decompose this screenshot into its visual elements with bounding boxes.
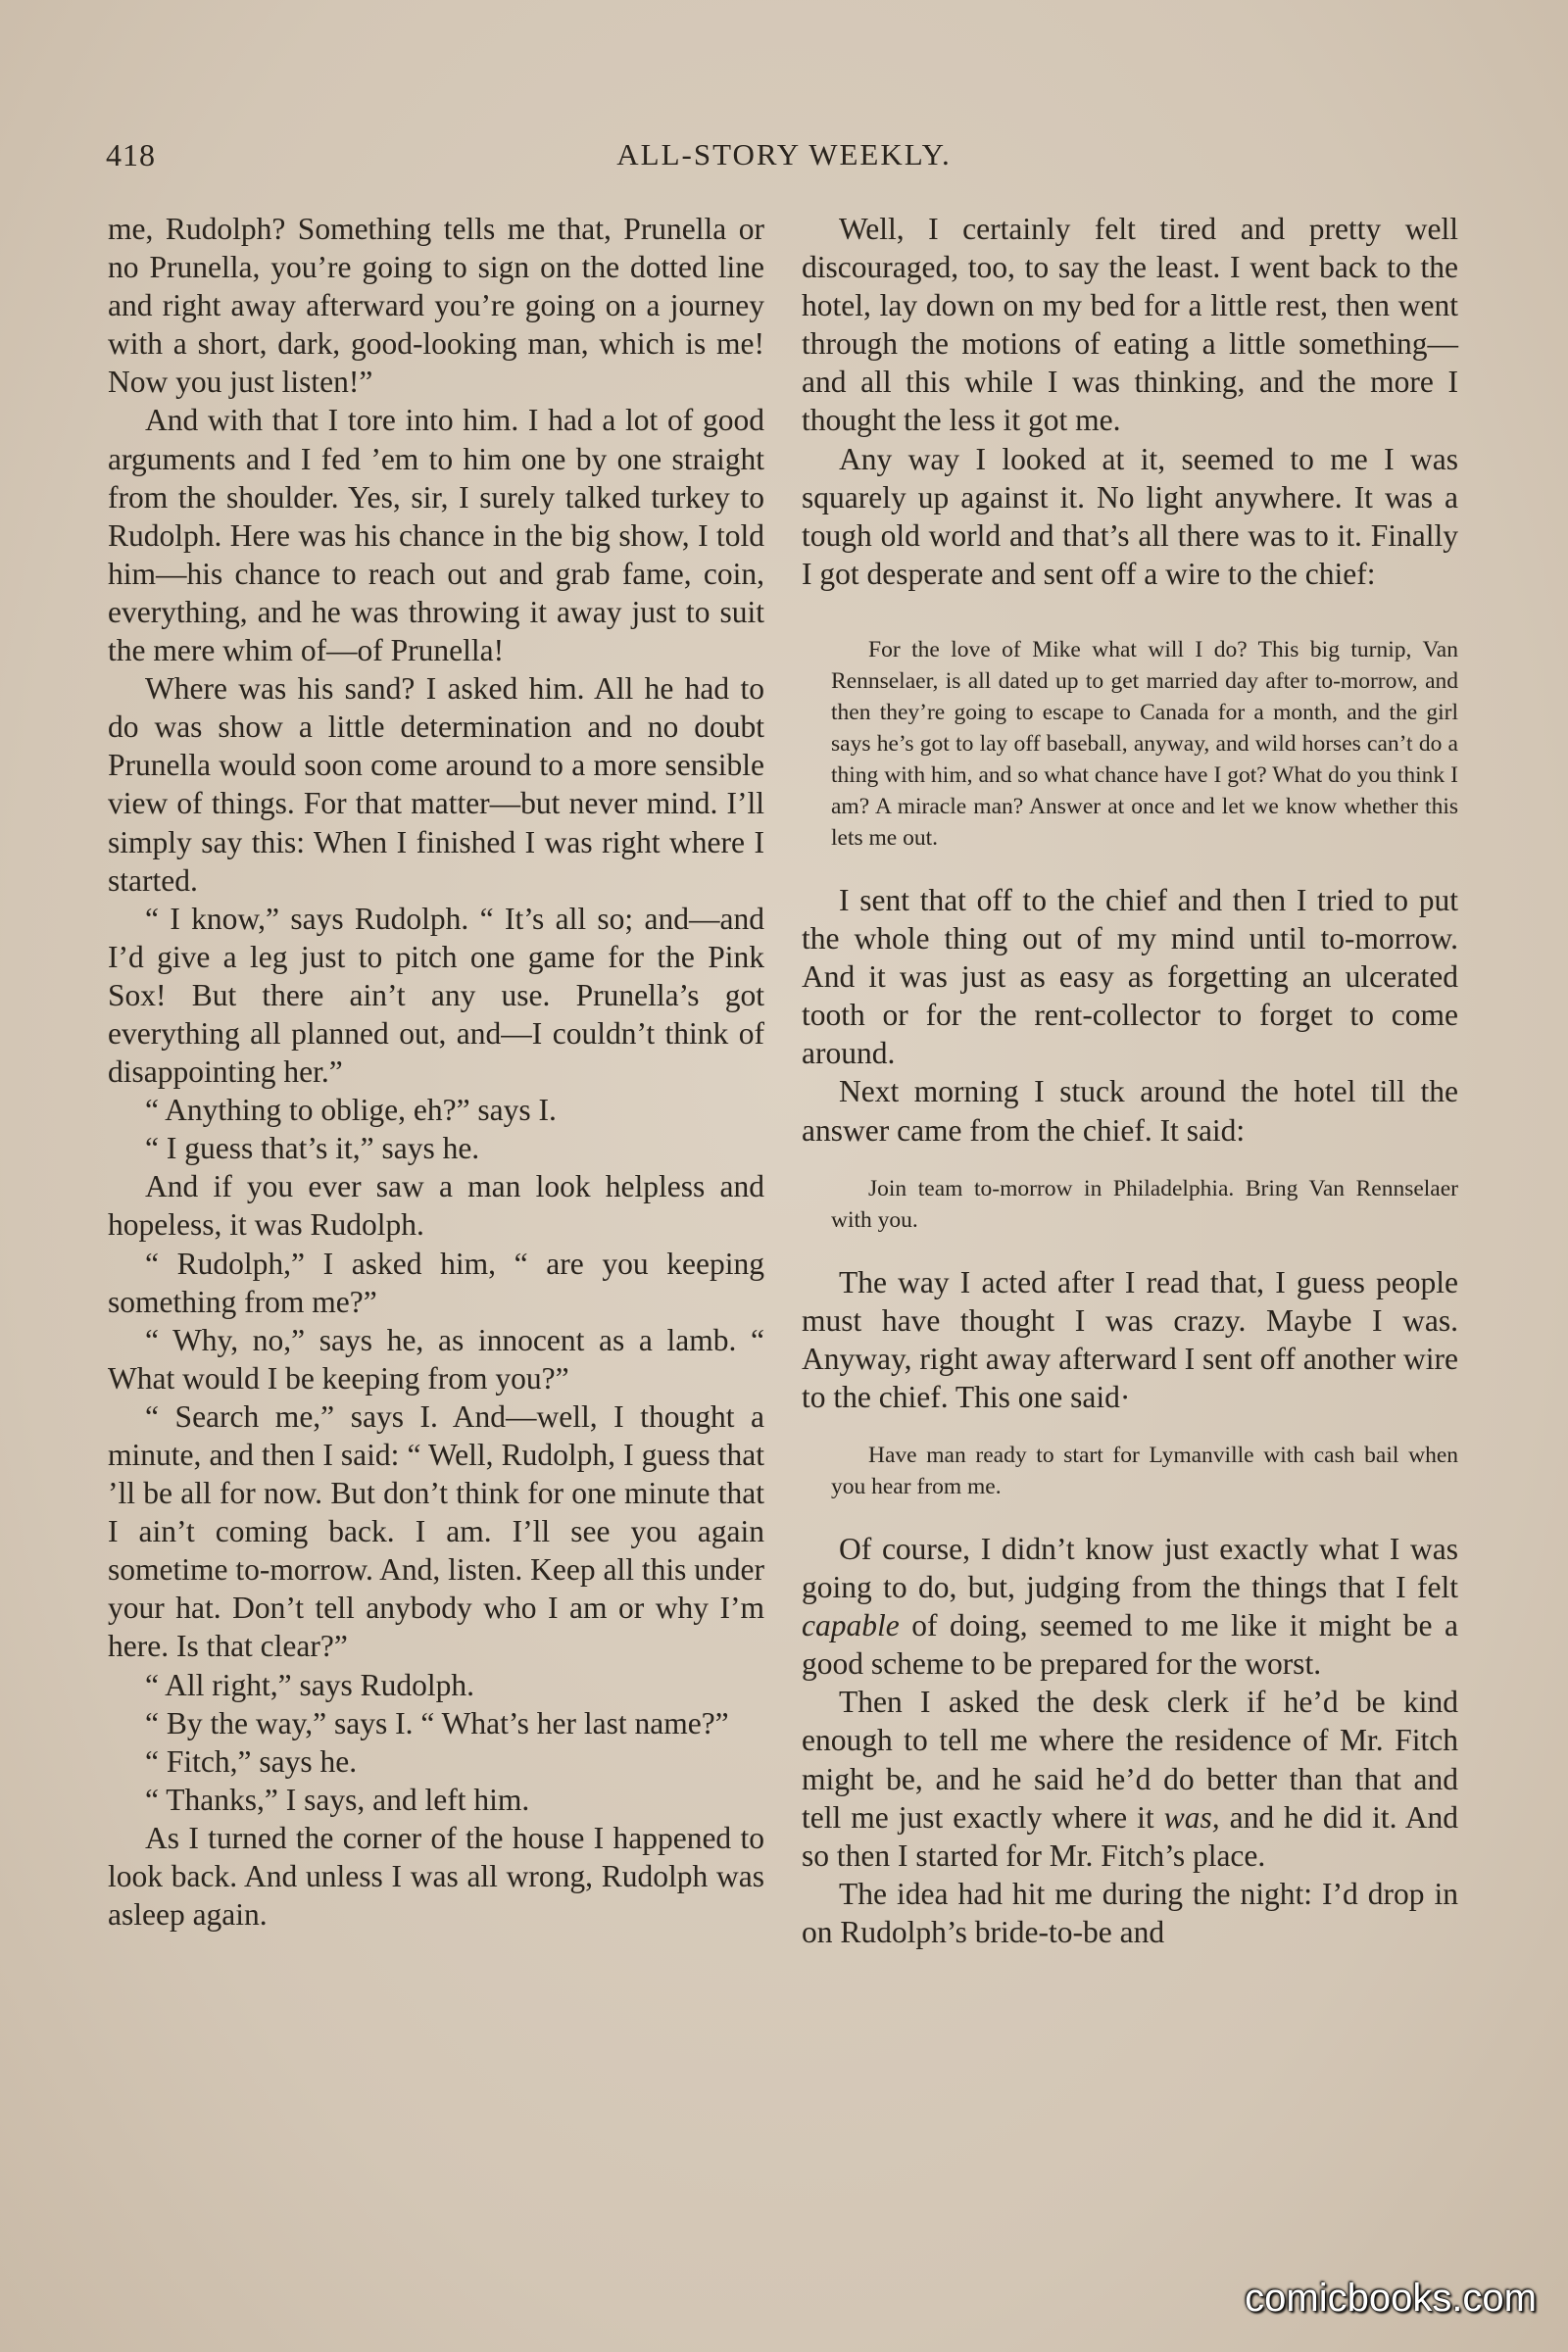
paragraph: “ Anything to oblige, eh?” says I. — [145, 1093, 557, 1128]
paragraph: As I turned the corner of the house I happened to look back. And unless I was all wrong, Rudolph was asleep again. — [108, 1820, 764, 1933]
text-run: and he did it. And so then I started for Mr. Fitch’s place. — [802, 1799, 1458, 1873]
emphasis: capable — [802, 1608, 900, 1643]
paragraph: “ Fitch,” says he. — [145, 1743, 358, 1779]
paragraph: “ I guess that’s it,” says he. — [145, 1131, 480, 1166]
paragraph: “ Thanks,” I says, and left him. — [145, 1782, 530, 1817]
paragraph: Where was his sand? I asked him. All he had to do was show a little determination and no doubt Prunella would soon come around to a more sensible view of things. For that matter—but never mind. I’ll simply say this: When I finished I was right where I started. — [108, 671, 764, 898]
text-run: of doing, seemed to me like it might be a good scheme to be prepared for the worst. — [802, 1608, 1458, 1682]
right-column — [802, 210, 1458, 1951]
paragraph: “ I know,” says Rudolph. “ It’s all so; and—and I’d give a leg just to pitch one game for the Pink Sox! But there ain’t any use. Prunella’s got everything all planned out, and—I couldn’t think of disappointing her.” — [108, 901, 764, 1090]
page-number: 418 — [106, 137, 156, 172]
paragraph: “ All right,” says Rudolph. — [145, 1667, 474, 1702]
paragraph: Next morning I stuck around the hotel till the answer came from the chief. It said: — [802, 1074, 1458, 1148]
paragraph — [802, 1683, 1458, 1874]
emphasis: was, — [1163, 1799, 1220, 1835]
paragraph: And if you ever saw a man look helpless and hopeless, it was Rudolph. — [108, 1169, 764, 1243]
paragraph: And with that I tore into him. I had a lot of good arguments and I fed ’em to him one by one straight from the shoulder. Yes, sir, I surely talked turkey to Rudolph. Here was his chance in the big show, I told him—his chance to reach out and grab fame, coin, everything, and he was throwing it away just to suit the mere whim of—of Prunella! — [108, 403, 764, 668]
paragraph: I sent that off to the chief and then I tried to put the whole thing out of my mind until to-morrow. And it was just as easy as forgetting an ulcerated tooth or for the rent-collector to forget to come around. — [802, 882, 1458, 1071]
paragraph: “ By the way,” says I. “ What’s her last name?” — [145, 1705, 729, 1740]
text-run: Of course, I didn’t know just exactly what I was going to do, but, judging from the things that I felt — [802, 1531, 1458, 1605]
telegram-quote: Join team to-morrow in Philadelphia. Bring Van Rennselaer with you. — [831, 1175, 1458, 1233]
running-head: ALL-STORY WEEKLY. — [616, 137, 952, 172]
left-column — [108, 210, 764, 1934]
telegram-quote: Have man ready to start for Lymanville with cash bail when you hear from me. — [831, 1442, 1458, 1499]
paragraph: “ Why, no,” says he, as innocent as a lamb. “ What would I be keeping from you?” — [108, 1322, 764, 1396]
paragraph: “ Search me,” says I. And—well, I thought a minute, and then I said: “ Well, Rudolph, I guess that ’ll be all for now. But don’t think for one minute that I ain’t coming back. I am. I’ll see you again sometime to-morrow. And, listen. Keep all this under your hat. Don’t tell anybody who I am or why I’m here. Is that clear?” — [108, 1398, 764, 1664]
telegram-quote: For the love of Mike what will I do? This big turnip, Van Rennselaer, is all dated up to get married day after to-morrow, and then they’re going to escape to Canada for a month, and the girl says he’s got to lay off baseball, anyway, and wild horses can’t do a thing with him, and so what chance have I got? What do you think I am? A miracle man? Answer at once and let we know whether this lets me out. — [831, 636, 1458, 851]
paragraph: The way I acted after I read that, I guess people must have thought I was crazy. Maybe I was. Anyway, right away afterward I sent off another wire to the chief. This one said· — [802, 1264, 1458, 1414]
watermark: comicbooks.com — [1245, 2277, 1537, 2320]
paragraph: “ Rudolph,” I asked him, “ are you keeping something from me?” — [108, 1246, 764, 1319]
text-run: Then I asked the desk clerk if he’d be kind enough to tell me where the residence of Mr. Fitch might be, and he said he’d do better than that and tell me just exactly where it — [802, 1685, 1458, 1835]
paragraph — [802, 1530, 1458, 1683]
paragraph: me, Rudolph? Something tells me that, Prunella or no Prunella, you’re going to sign on the dotted line and right away afterward you’re going on a journey with a short, dark, good-looking man, which is me! Now you just listen!” — [108, 212, 764, 400]
paragraph: The idea had hit me during the night: I’d drop in on Rudolph’s bride-to-be and — [802, 1876, 1458, 1949]
paragraph: Well, I certainly felt tired and pretty well discouraged, too, to say the least. I went back to the hotel, lay down on my bed for a little rest, then went through the motions of eating a little something—and all this while I was thinking, and the more I thought the less it got me. — [802, 212, 1458, 438]
paragraph: Any way I looked at it, seemed to me I was squarely up against it. No light anywhere. It was a tough old world and that’s all there was to it. Finally I got desperate and sent off a wire to the chief: — [802, 441, 1458, 591]
